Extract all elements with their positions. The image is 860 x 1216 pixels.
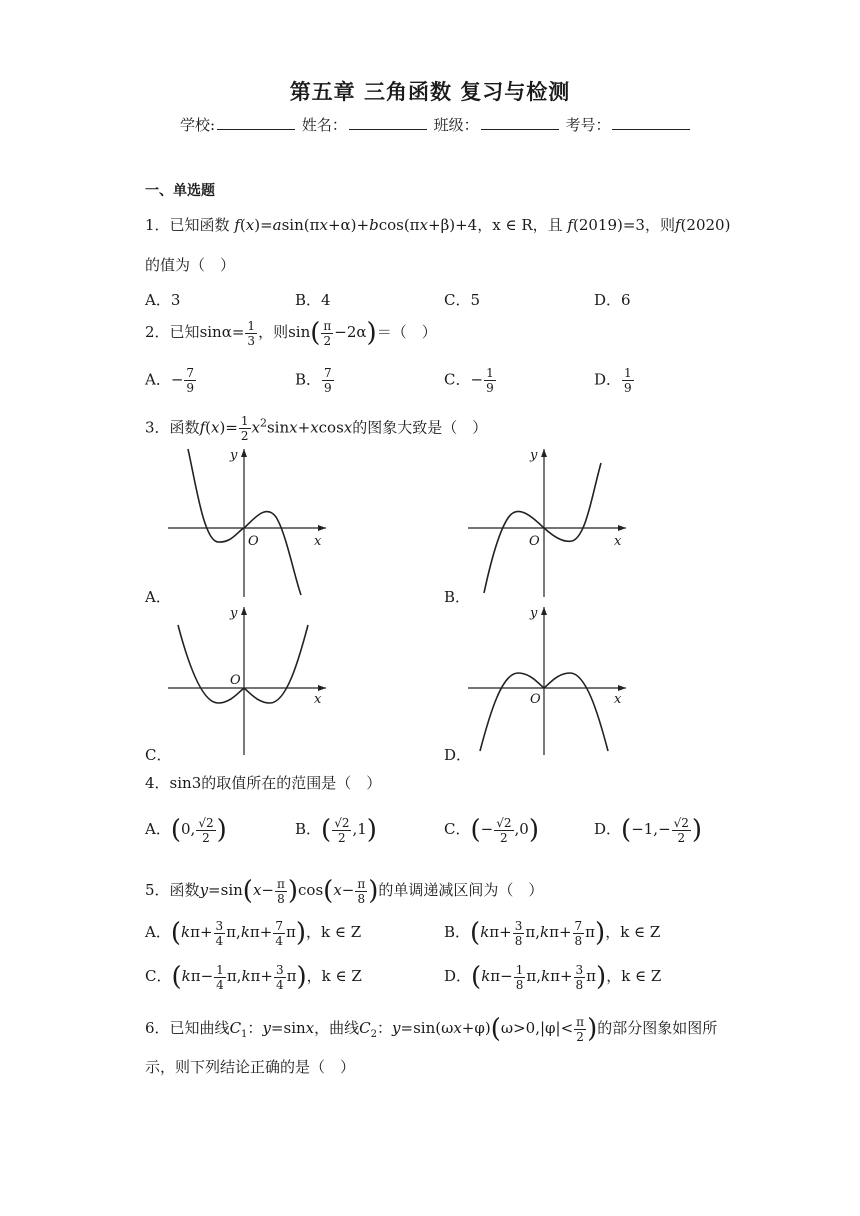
q3-stem-b: 的图象大致是（ ） bbox=[352, 418, 488, 437]
q2-option-b[interactable]: B． $\frac{7}{9}$ bbox=[295, 366, 332, 395]
q1-stem-c: ，则 bbox=[644, 216, 675, 234]
q6-stem-a: 已知曲线 bbox=[169, 1019, 230, 1037]
q5-option-b[interactable]: B．(kπ+ $\frac{3}{8}$ π,kπ+ $\frac{7}{8}$ π)，k ∈ Z bbox=[444, 918, 661, 948]
q3-number: 3． bbox=[145, 418, 170, 437]
q2-stem-b: ，则 bbox=[258, 323, 289, 341]
q2-stem-a: 已知 bbox=[169, 323, 200, 341]
q3-graph-d bbox=[468, 603, 633, 758]
q4-option-c[interactable]: C．(− $\frac{√2}{2}$ ,0) bbox=[444, 815, 539, 845]
q2-number: 2． bbox=[145, 323, 170, 341]
q3-graph-a bbox=[168, 445, 333, 600]
q4-option-d[interactable]: D．(−1,− $\frac{√2}{2}$ ) bbox=[594, 815, 703, 845]
name-blank[interactable] bbox=[349, 115, 427, 130]
question-6: 6．已知曲线$C_1$：y=sinx，曲线$C_2$：y=sin(ωx+φ)(ω>0,|φ|< $\frac{\pi}{2}$ )的部分图象如图所 bbox=[145, 1014, 718, 1044]
school-label: 学校: bbox=[180, 116, 216, 134]
class-label: 班级： bbox=[433, 116, 479, 134]
q4-option-a[interactable]: A．(0, $\frac{√2}{2}$ ) bbox=[145, 815, 227, 845]
q1-option-b[interactable]: B．4 bbox=[295, 291, 331, 309]
q3d-origin: O bbox=[530, 692, 541, 707]
q6-stem-c: 的部分图象如图所 bbox=[597, 1019, 718, 1037]
q3d-y-label: y bbox=[530, 606, 538, 621]
q5-option-d[interactable]: D．(kπ− $\frac{1}{8}$ π,kπ+ $\frac{3}{8}$ π)，k ∈ Z bbox=[444, 962, 662, 992]
q1-formula: f(x)=asin(πx+α)+bcos(πx+β)+4 bbox=[234, 216, 478, 234]
q3c-origin: O bbox=[230, 673, 241, 688]
question-5: 5．函数y=sin(x− $\frac{\pi}{8}$ )cos(x− $\frac{\pi}{8}$ )的单调递减区间为（ ） bbox=[145, 876, 544, 906]
name-label: 姓名： bbox=[301, 116, 347, 134]
q1-option-a[interactable]: A．3 bbox=[145, 291, 181, 309]
q5-stem-a: 函数 bbox=[169, 881, 200, 899]
question-2: 2．已知sinα= $\frac{1}{3}$ ，则sin( $\frac{\pi}{2}$ −2α)＝（ ） bbox=[145, 318, 437, 348]
q3-graph-b bbox=[468, 445, 633, 600]
q4-number: 4． bbox=[145, 774, 170, 792]
q5-number: 5． bbox=[145, 881, 170, 899]
q3b-origin: O bbox=[529, 534, 540, 549]
q5-option-c[interactable]: C．(kπ− $\frac{1}{4}$ π,kπ+ $\frac{3}{4}$ π)，k ∈ Z bbox=[145, 962, 362, 992]
section-title: 一、单选题 bbox=[145, 183, 215, 199]
q3-option-a[interactable]: A． bbox=[145, 588, 171, 606]
school-blank[interactable] bbox=[217, 115, 295, 130]
question-4 bbox=[145, 772, 381, 793]
student-info-line bbox=[180, 114, 692, 135]
q3-option-c[interactable]: C． bbox=[145, 746, 172, 764]
q2-option-a[interactable]: A．− $\frac{7}{9}$ bbox=[145, 366, 195, 395]
exam-no-blank[interactable] bbox=[612, 115, 690, 130]
q1-option-d[interactable]: D．6 bbox=[594, 291, 631, 309]
q3c-y-label: y bbox=[230, 606, 238, 621]
question-3: 3．函数f(x)= $\frac{1}{2}$ $x^2\sin x+xcosx$的图象大致是（ ） bbox=[145, 414, 488, 443]
q3a-y-label: y bbox=[230, 448, 238, 463]
q1-option-c[interactable]: C．5 bbox=[444, 291, 481, 309]
q2-option-c[interactable]: C．− $\frac{1}{9}$ bbox=[444, 366, 494, 395]
q2-option-d[interactable]: D． $\frac{1}{9}$ bbox=[594, 366, 632, 395]
q4-stem: sin3的取值所在的范围是（ ） bbox=[169, 774, 382, 792]
q3d-x-label: x bbox=[614, 692, 622, 707]
q3-stem-a: 函数 bbox=[169, 418, 200, 437]
q3a-x-label: x bbox=[314, 534, 322, 549]
q3-option-d[interactable]: D． bbox=[444, 746, 472, 764]
q1-number: 1． bbox=[145, 216, 170, 234]
exam-no-label: 考号： bbox=[565, 116, 611, 134]
q6-number: 6． bbox=[145, 1019, 170, 1037]
q2-stem-c: ＝（ ） bbox=[376, 323, 437, 341]
q1-stem-b: ，x ∈ R，且 bbox=[477, 216, 563, 234]
question-1-line2: 的值为（ ） bbox=[145, 256, 236, 274]
question-1: 1．已知函数 f(x)=asin(πx+α)+bcos(πx+β)+4，x ∈ R，且 f(2019)=3，则f(2020) bbox=[145, 216, 731, 234]
q6-stem-b: ，曲线 bbox=[314, 1019, 360, 1037]
q3c-x-label: x bbox=[314, 692, 322, 707]
q3-option-b[interactable]: B． bbox=[444, 588, 471, 606]
q3b-x-label: x bbox=[614, 534, 622, 549]
question-6-line2: 示，则下列结论正确的是（ ） bbox=[145, 1058, 356, 1076]
q5-stem-b: 的单调递减区间为（ ） bbox=[378, 881, 544, 899]
q3b-y-label: y bbox=[530, 448, 538, 463]
class-blank[interactable] bbox=[481, 115, 559, 130]
page-title: 第五章 三角函数 复习与检测 bbox=[289, 80, 571, 104]
q5-option-a[interactable]: A．(kπ+ $\frac{3}{4}$ π,kπ+ $\frac{7}{4}$ π)，k ∈ Z bbox=[145, 918, 362, 948]
q3a-origin: O bbox=[248, 534, 259, 549]
q1-cond: f bbox=[567, 216, 573, 234]
q3-graph-c bbox=[168, 603, 333, 758]
q4-option-b[interactable]: B．( $\frac{√2}{2}$ ,1) bbox=[295, 815, 377, 845]
q1-stem-a: 已知函数 bbox=[169, 216, 230, 234]
